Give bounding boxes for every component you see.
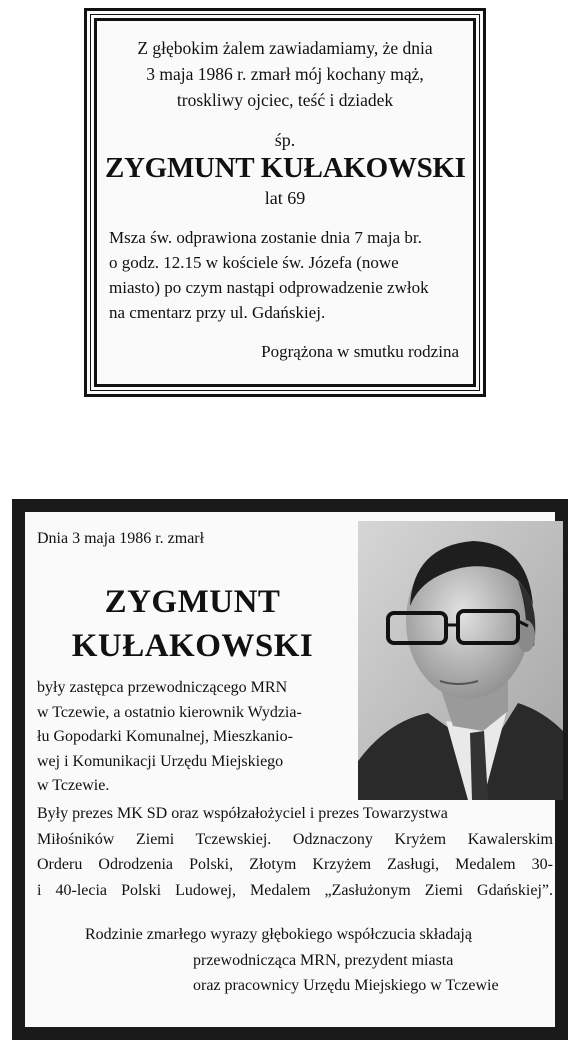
bio-line: Orderu Odrodzenia Polski, Złotym Krzyżem Zasługi, Medalem 30-	[37, 856, 553, 873]
deceased-name	[25, 580, 360, 668]
mass-line: o godz. 12.15 w kościele św. Józefa (nowe	[109, 253, 399, 272]
condolence-line: Rodzinie zmarłego wyrazy głębokiego współczucia składają	[85, 926, 472, 943]
honorific: śp.	[274, 130, 296, 150]
position-line: w Tczewie, a ostatnio kierownik Wydzia-	[37, 703, 302, 721]
position-line: łu Gopodarki Komunalnej, Mieszkanio-	[37, 728, 293, 745]
portrait-illustration	[358, 521, 563, 800]
notice-content	[25, 512, 555, 1027]
bio-line: Były prezes MK SD oraz współzałożyciel i prezes Towarzystwa	[37, 805, 448, 822]
obituary-notice-office	[12, 499, 568, 1040]
bio-line: i 40-lecia Polski Ludowej, Medalem „Zasłużonym Ziemi Gdańskiej”.	[37, 881, 553, 899]
intro-line: Z głębokim żalem zawiadamiamy, że dnia	[137, 38, 433, 58]
notice-content	[105, 29, 465, 376]
mass-line: na cmentarz przy ul. Gdańskiej.	[109, 303, 326, 322]
mass-line: miasto) po czym nastąpi odprowadzenie zwłok	[109, 278, 429, 297]
death-date: Dnia 3 maja 1986 r. zmarł	[37, 530, 205, 547]
position-line: wej i Komunikacji Urzędu Miejskiego	[37, 752, 284, 770]
condolences-text	[37, 922, 553, 999]
mass-line: Msza św. odprawiona zostanie dnia 7 maja br.	[109, 228, 422, 247]
signature: Pogrążona w smutku rodzina	[261, 342, 459, 361]
obituary-notice-family	[84, 8, 486, 397]
intro-line: 3 maja 1986 r. zmarł mój kochany mąż,	[146, 64, 424, 84]
position-line: w Tczewie.	[37, 777, 110, 794]
intro-line: troskliwy ojciec, teść i dziadek	[176, 90, 394, 110]
bio-line: Miłośników Ziemi Tczewskiej. Odznaczony Kryżem Kawalerskim	[37, 830, 553, 848]
condolence-line: oraz pracownicy Urzędu Miejskiego w Tczewie	[193, 977, 499, 994]
last-name: KUŁAKOWSKI	[71, 628, 314, 664]
funeral-mass-info	[105, 225, 465, 325]
positions-text	[37, 676, 357, 799]
condolence-line: przewodnicząca MRN, prezydent miasta	[193, 951, 454, 969]
deceased-name: ZYGMUNT KUŁAKOWSKI	[105, 152, 466, 184]
portrait-photo	[358, 521, 563, 800]
deceased-age: lat 69	[264, 188, 306, 208]
first-name: ZYGMUNT	[104, 584, 281, 620]
biography-text	[37, 801, 553, 903]
intro-text	[105, 35, 465, 113]
position-line: były zastępca przewodniczącego MRN	[37, 679, 288, 696]
